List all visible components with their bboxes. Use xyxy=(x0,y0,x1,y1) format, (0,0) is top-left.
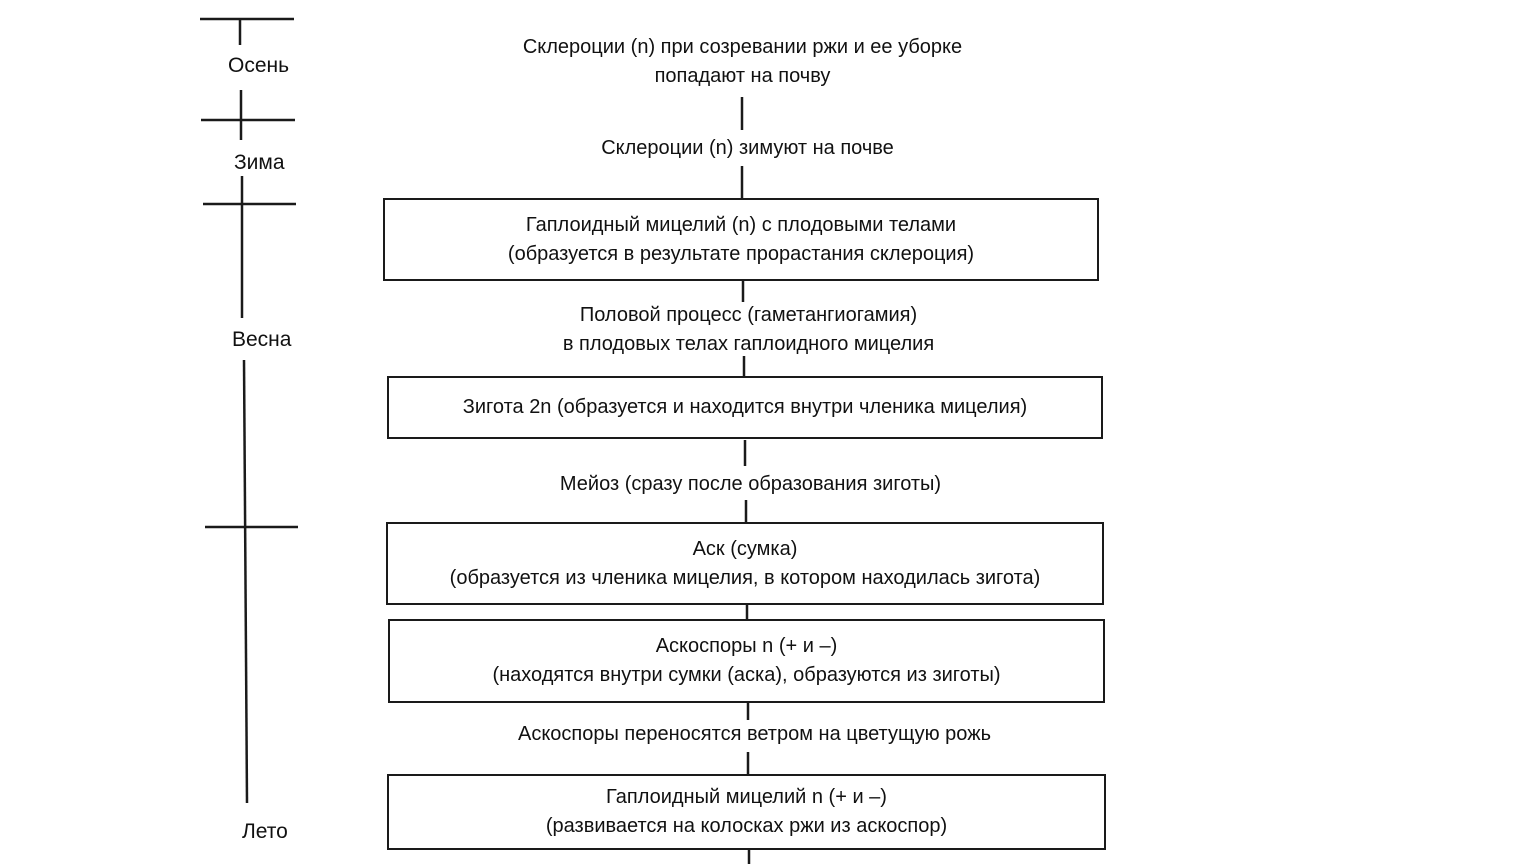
step-line: Мейоз (сразу после образования зиготы) xyxy=(559,473,942,495)
step-line: Половой процесс (гаметангиогамия) xyxy=(579,304,918,326)
box-haploid-mycelium-on-rye xyxy=(387,774,1106,850)
box-line: Аскоспоры n (+ и –) xyxy=(655,635,838,657)
box-zygote xyxy=(387,376,1103,439)
box-line: (развивается на колосках ржи из аскоспор) xyxy=(545,815,948,837)
box-haploid-mycelium-fruiting-bodies xyxy=(383,198,1099,281)
step-line: Склероции (n) при созревании ржи и ее уборке xyxy=(522,36,963,58)
box-ascus xyxy=(386,522,1104,605)
box-line: Зигота 2n (образуется и находится внутри членика мицелия) xyxy=(462,396,1028,418)
season-label-winter: Зима xyxy=(234,151,285,174)
season-label-spring: Весна xyxy=(232,328,292,351)
season-label-autumn: Осень xyxy=(228,54,290,77)
box-line: Аск (сумка) xyxy=(692,537,798,560)
box-line: (образуется из членика мицелия, в котором находилась зигота) xyxy=(449,566,1041,589)
step-line: попадают на почву xyxy=(654,65,831,87)
step-line: в плодовых телах гаплоидного мицелия xyxy=(562,333,935,355)
season-label-summer: Лето xyxy=(242,820,288,843)
box-ascospores xyxy=(388,619,1105,703)
step-ascospores-wind-transfer xyxy=(452,720,1057,749)
box-line: Гаплоидный мицелий (n) с плодовыми телами xyxy=(525,213,957,236)
step-sexual-process xyxy=(446,301,1051,359)
step-sclerotia-fall-to-soil xyxy=(440,33,1045,91)
step-sclerotia-overwinter xyxy=(445,134,1050,163)
step-line: Аскоспоры переносятся ветром на цветущую рожь xyxy=(517,723,992,745)
box-line: (находятся внутри сумки (аска), образуются из зиготы) xyxy=(492,664,1001,686)
step-meiosis xyxy=(448,470,1053,499)
box-line: Гаплоидный мицелий n (+ и –) xyxy=(606,786,887,808)
step-line: Склероции (n) зимуют на почве xyxy=(601,137,894,159)
box-line: (образуется в результате прорастания склероция) xyxy=(507,242,975,265)
timeline-segment xyxy=(244,360,247,803)
